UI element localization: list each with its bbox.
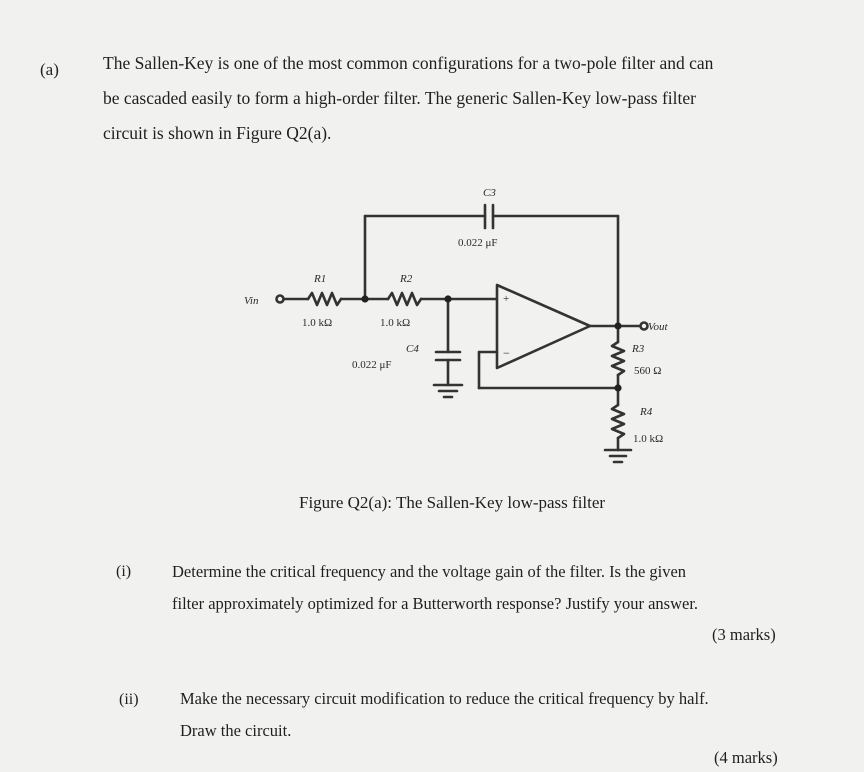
r1-name: R1: [314, 273, 327, 285]
c4-name: C4: [406, 343, 419, 355]
junction-c: [614, 384, 621, 391]
r3-name: R3: [632, 343, 645, 355]
r1-value: 1.0 kΩ: [302, 317, 333, 329]
part-ii-label: (ii): [119, 691, 139, 708]
question-line-3: circuit is shown in Figure Q2(a).: [103, 123, 332, 143]
r4-value: 1.0 kΩ: [633, 433, 664, 445]
part-i-label: (i): [116, 563, 132, 580]
part-ii-text: [180, 683, 820, 747]
op-amp-plus: +: [503, 293, 510, 305]
r4-resistor: [612, 405, 624, 438]
part-i-line-2: filter approximately optimized for a Butterworth response? Justify your answer.: [172, 594, 699, 613]
op-amp-triangle: [497, 285, 590, 368]
vin-label: Vin: [244, 295, 259, 307]
r1-resistor: [308, 293, 341, 305]
question-line-1: The Sallen-Key is one of the most common configurations for a two-pole filter and can: [103, 53, 714, 73]
part-ii-marks: (4 marks): [714, 748, 778, 767]
figure-caption: Figure Q2(a): The Sallen-Key low-pass filter: [299, 493, 606, 512]
part-i-line-1: Determine the critical frequency and the voltage gain of the filter. Is the given: [172, 562, 687, 581]
part-ii-line-2: Draw the circuit.: [180, 721, 292, 740]
vout-terminal: [641, 323, 648, 330]
junction-b: [444, 295, 451, 302]
junction-out: [614, 322, 621, 329]
part-i-text: [172, 556, 822, 620]
r2-value: 1.0 kΩ: [380, 317, 411, 329]
r4-name: R4: [640, 406, 653, 418]
vout-label: Vout: [648, 321, 668, 333]
c4-value: 0.022 μF: [352, 359, 392, 371]
c3-value: 0.022 μF: [458, 237, 498, 249]
r2-resistor: [388, 293, 421, 305]
r2-name: R2: [400, 273, 413, 285]
question-line-2: be cascaded easily to form a high-order filter. The generic Sallen-Key low-pass filter: [103, 88, 696, 108]
part-ii-line-1: Make the necessary circuit modification to reduce the critical frequency by half.: [180, 689, 709, 708]
vin-terminal: [277, 296, 284, 303]
r3-resistor: [612, 342, 624, 375]
c3-name: C3: [483, 187, 496, 199]
junction-a: [361, 295, 368, 302]
r3-value: 560 Ω: [634, 365, 662, 377]
part-i-marks: (3 marks): [712, 625, 776, 644]
op-amp-minus: −: [503, 346, 510, 360]
question-label: (a): [40, 60, 59, 79]
